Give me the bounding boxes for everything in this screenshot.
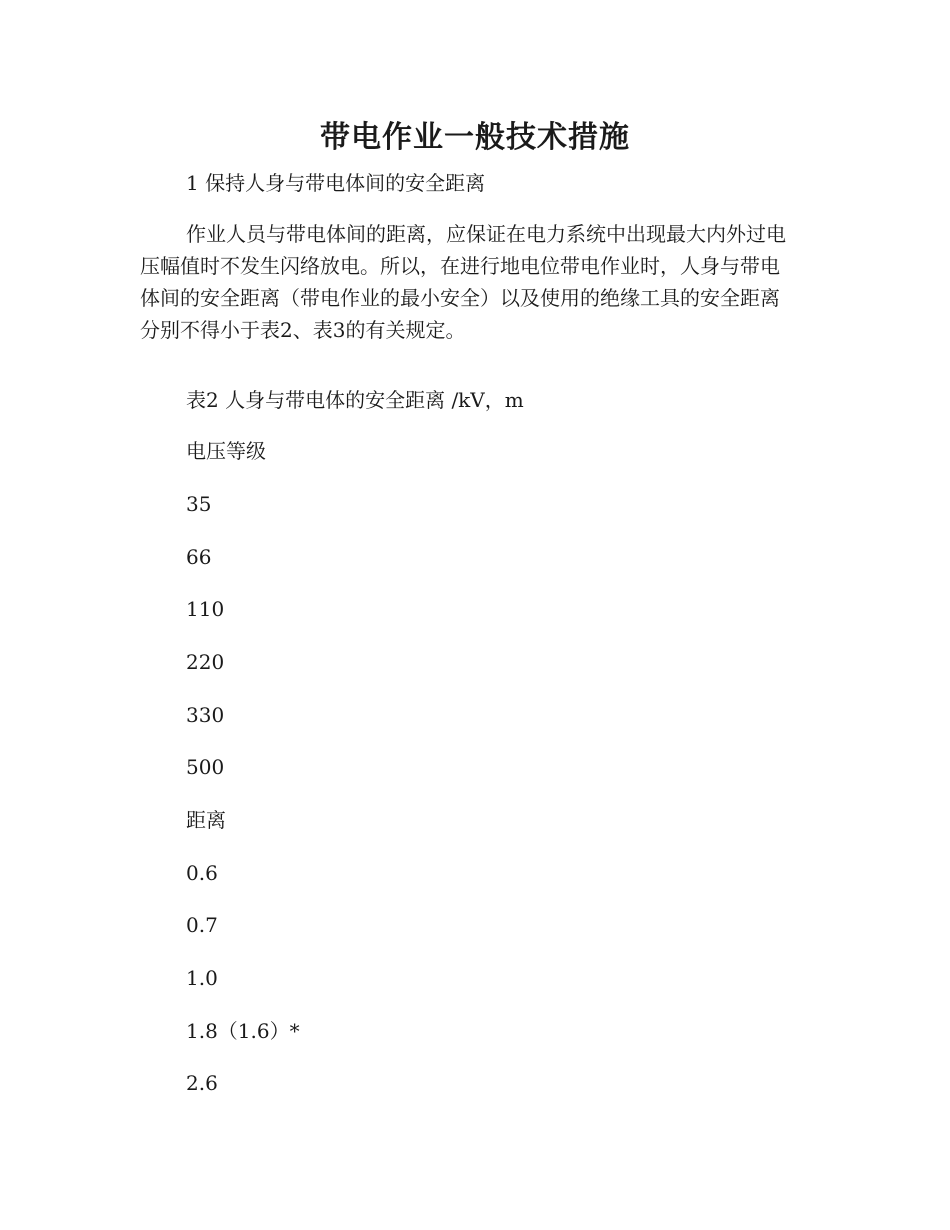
distance-value: 1.0 (186, 966, 218, 990)
distance-value: 0.7 (186, 913, 218, 937)
section-heading: 1 保持人身与带电体间的安全距离 (186, 171, 486, 195)
voltage-header: 电压等级 (186, 439, 266, 463)
distance-value: 0.6 (186, 861, 218, 885)
voltage-value: 220 (186, 650, 225, 674)
body-paragraph: 作业人员与带电体间的距离，应保证在电力系统中出现最大内外过电压幅值时不发生闪络放电。所以，在进行地电位带电作业时，人身与带电体间的安全距离（带电作业的最小安全）以及使用的绝缘工具的安全距离分别不得小于表2、表3的有关规定。 (140, 222, 786, 342)
distance-value: 1.8（1.6）* (186, 1019, 300, 1043)
document-title: 带电作业一般技术措施 (320, 120, 630, 155)
voltage-value: 330 (186, 703, 225, 727)
table-caption: 表2 人身与带电体的安全距离 /kV，m (186, 388, 524, 412)
voltage-value: 35 (186, 492, 212, 516)
distance-value: 2.6 (186, 1071, 218, 1095)
voltage-value: 66 (186, 545, 212, 569)
distance-header: 距离 (186, 808, 226, 832)
voltage-value: 500 (186, 755, 225, 779)
voltage-value: 110 (186, 597, 225, 621)
